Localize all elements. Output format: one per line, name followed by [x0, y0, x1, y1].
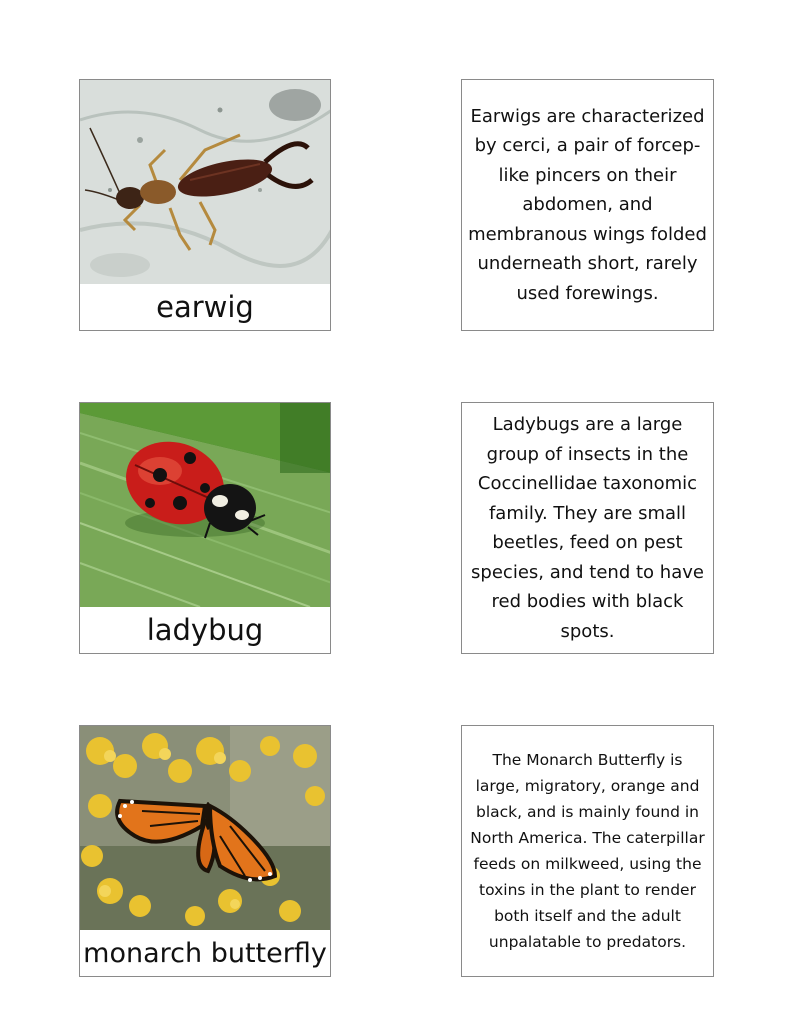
card-title: monarch butterfly	[83, 937, 327, 969]
monarch-butterfly-picture-card	[79, 725, 331, 977]
card-description: Ladybugs are a large group of insects in the Coccinellidae taxonomic family. They are small beetles, feed on pest species, and tend to have red bodies with black spots.	[471, 414, 704, 642]
ladybug-description-card	[461, 402, 714, 654]
card-description: The Monarch Butterfly is large, migratory, orange and black, and is mainly found in North America. The caterpillar feeds on milkweed, using the toxins in the plant to render both itself and the adult unpalatable to predators.	[470, 751, 705, 951]
earwig-description-card	[461, 79, 714, 331]
monarch-butterfly-description-card	[461, 725, 714, 977]
card-title: earwig	[156, 290, 254, 324]
earwig-picture-card	[79, 79, 331, 331]
ladybug-photo	[80, 403, 331, 607]
earwig-photo	[80, 80, 331, 284]
ladybug-picture-card	[79, 402, 331, 654]
card-description: Earwigs are characterized by cerci, a pair of forcep-like pincers on their abdomen, and membranous wings folded underneath short, rarely used forewings.	[468, 105, 707, 304]
card-title: ladybug	[146, 613, 264, 647]
monarch-butterfly-photo	[80, 726, 331, 930]
